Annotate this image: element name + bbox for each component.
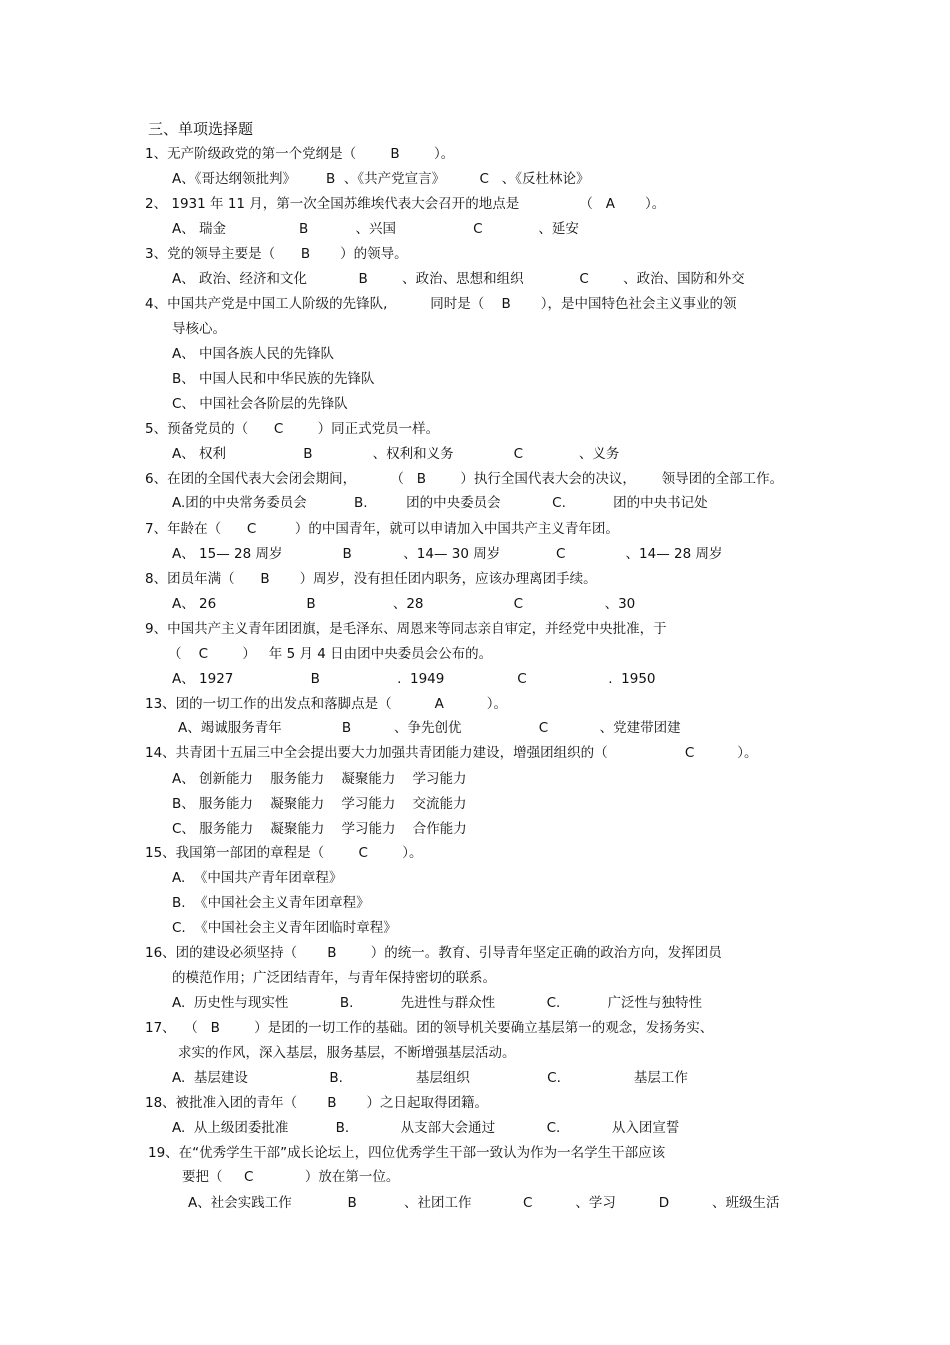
question-6-options: A.团的中央常务委员会 B. 团的中央委员会 C. 团的中央书记处 bbox=[172, 495, 708, 511]
question-15-option-a: A. 《中国共产青年团章程》 bbox=[172, 870, 343, 886]
question-9-options: A、 1927 B . 1949 C . 1950 bbox=[172, 671, 656, 687]
question-14-option-c: C、 服务能力 凝聚能力 学习能力 合作能力 bbox=[172, 821, 467, 837]
question-7: 7、年龄在（ C ）的中国青年，就可以申请加入中国共产主义青年团。 bbox=[145, 521, 619, 537]
question-19-continuation: 要把（ C ）放在第一位。 bbox=[182, 1169, 400, 1185]
question-16-options: A. 历史性与现实性 B. 先进性与群众性 C. 广泛性与独特性 bbox=[172, 995, 703, 1011]
question-15-option-b: B. 《中国社会主义青年团章程》 bbox=[172, 895, 370, 911]
question-2: 2、 1931 年 11 月，第一次全国苏维埃代表大会召开的地点是 （ A ）。 bbox=[145, 196, 666, 212]
question-6: 6、在团的全国代表大会闭会期间， （ B ）执行全国代表大会的决议， 领导团的全部工作。 bbox=[145, 471, 784, 487]
question-15-option-c: C. 《中国社会主义青年团临时章程》 bbox=[172, 920, 397, 936]
question-18-options: A. 从上级团委批准 B. 从支部大会通过 C. 从入团宣誓 bbox=[172, 1120, 680, 1136]
section-title: 三、单项选择题 bbox=[148, 120, 254, 138]
question-4-option-c: C、 中国社会各阶层的先锋队 bbox=[172, 396, 348, 412]
question-17: 17、 （ B ）是团的一切工作的基础。团的领导机关要确立基层第一的观念，发扬务实、 bbox=[145, 1020, 714, 1036]
question-2-options: A、 瑞金 B 、兴国 C 、延安 bbox=[172, 221, 579, 237]
question-3-options: A、 政治、经济和文化 B 、政治、思想和组织 C 、政治、国防和外交 bbox=[172, 271, 745, 287]
question-13: 13、团的一切工作的出发点和落脚点是（ A ）。 bbox=[145, 696, 507, 712]
question-5: 5、预备党员的（ C ）同正式党员一样。 bbox=[145, 421, 440, 437]
question-16: 16、团的建设必须坚持（ B ）的统一。教育、引导青年坚定正确的政治方向，发挥团员 bbox=[145, 945, 722, 961]
question-15: 15、我国第一部团的章程是（ C ）。 bbox=[145, 845, 423, 861]
question-13-options: A、竭诚服务青年 B 、争先创优 C 、党建带团建 bbox=[178, 720, 681, 736]
question-4: 4、中国共产党是中国工人阶级的先锋队, 同时是（ B ），是中国特色社会主义事业的领 bbox=[145, 296, 737, 312]
question-5-options: A、 权利 B 、权利和义务 C 、义务 bbox=[172, 446, 620, 462]
question-14-option-a: A、 创新能力 服务能力 凝聚能力 学习能力 bbox=[172, 771, 467, 787]
question-17-continuation: 求实的作风，深入基层，服务基层，不断增强基层活动。 bbox=[178, 1045, 516, 1061]
question-19: 19、在“优秀学生干部”成长论坛上，四位优秀学生干部一致认为作为一名学生干部应该 bbox=[148, 1145, 666, 1161]
question-9-continuation: （ C ） 年 5 月 4 日由团中央委员会公布的。 bbox=[168, 646, 493, 662]
question-4-continuation: 导核心。 bbox=[172, 321, 226, 337]
question-14-option-b: B、 服务能力 凝聚能力 学习能力 交流能力 bbox=[172, 796, 467, 812]
question-1-options: A、《哥达纲领批判》 B 、《共产党宣言》 C 、《反杜林论》 bbox=[172, 171, 590, 187]
question-4-option-b: B、 中国人民和中华民族的先锋队 bbox=[172, 371, 375, 387]
question-18: 18、被批准入团的青年（ B ）之日起取得团籍。 bbox=[145, 1095, 489, 1111]
question-4-option-a: A、 中国各族人民的先锋队 bbox=[172, 346, 335, 362]
question-8-options: A、 26 B 、28 C 、30 bbox=[172, 596, 636, 612]
question-8: 8、团员年满（ B ）周岁，没有担任团内职务，应该办理离团手续。 bbox=[145, 571, 597, 587]
question-16-continuation: 的模范作用；广泛团结青年，与青年保持密切的联系。 bbox=[172, 970, 496, 986]
question-1: 1、无产阶级政党的第一个党纲是（ B ）。 bbox=[145, 146, 455, 162]
question-14: 14、共青团十五届三中全会提出要大力加强共青团能力建设，增强团组织的（ C ）。 bbox=[145, 745, 758, 761]
question-17-options: A. 基层建设 B. 基层组织 C. 基层工作 bbox=[172, 1070, 688, 1086]
question-9: 9、中国共产主义青年团团旗，是毛泽东、周恩来等同志亲自审定，并经党中央批准，于 bbox=[145, 621, 667, 637]
question-19-options: A、社会实践工作 B 、社团工作 C 、学习 D 、班级生活 bbox=[188, 1195, 780, 1211]
question-3: 3、党的领导主要是（ B ）的领导。 bbox=[145, 246, 408, 262]
question-7-options: A、 15— 28 周岁 B 、14— 30 周岁 C 、14— 28 周岁 bbox=[172, 546, 723, 562]
